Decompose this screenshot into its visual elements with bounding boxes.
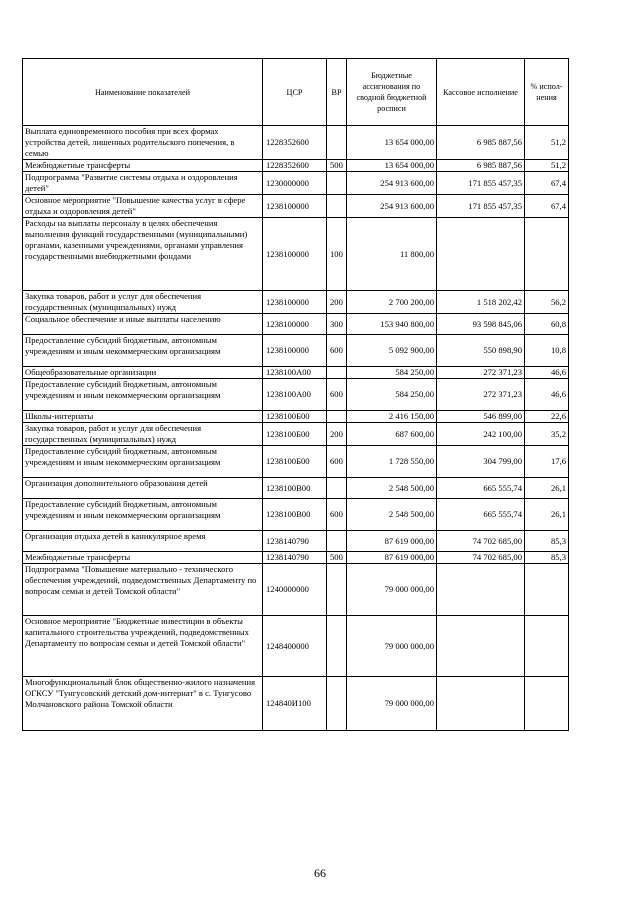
cell-csr: 1228352600 xyxy=(263,160,327,172)
cell-budget: 87 619 000,00 xyxy=(347,531,437,552)
table-row xyxy=(23,423,569,446)
cell-cash: 242 100,00 xyxy=(437,423,525,446)
cell-percent: 26,1 xyxy=(525,499,569,531)
cell-vr: 600 xyxy=(327,446,347,478)
cell-cash: 74 702 685,00 xyxy=(437,531,525,552)
cell-csr: 1248400000 xyxy=(263,616,327,677)
cell-name: Школы-интернаты xyxy=(23,411,263,423)
cell-vr: 100 xyxy=(327,218,347,291)
cell-vr xyxy=(327,126,347,160)
table-row xyxy=(23,218,569,291)
table-row xyxy=(23,499,569,531)
table-header-row xyxy=(23,59,569,126)
cell-percent: 67,4 xyxy=(525,172,569,195)
cell-name: Подпрограмма "Развитие системы отдыха и оздоровления детей" xyxy=(23,172,263,195)
cell-budget: 5 092 900,00 xyxy=(347,335,437,367)
cell-percent xyxy=(525,616,569,677)
cell-budget: 13 654 000,00 xyxy=(347,160,437,172)
header-vr: ВР xyxy=(327,59,347,126)
cell-cash xyxy=(437,616,525,677)
cell-cash: 171 855 457,35 xyxy=(437,195,525,218)
cell-cash: 665 555,74 xyxy=(437,478,525,499)
cell-csr: 124840И100 xyxy=(263,677,327,731)
table-row xyxy=(23,160,569,172)
cell-vr xyxy=(327,367,347,379)
table-row xyxy=(23,531,569,552)
cell-cash: 550 898,90 xyxy=(437,335,525,367)
cell-cash: 272 371,23 xyxy=(437,367,525,379)
cell-budget: 87 619 000,00 xyxy=(347,552,437,564)
cell-cash xyxy=(437,677,525,731)
cell-budget: 1 728 550,00 xyxy=(347,446,437,478)
cell-vr: 600 xyxy=(327,335,347,367)
cell-percent: 17,6 xyxy=(525,446,569,478)
table-row xyxy=(23,335,569,367)
cell-csr: 1238100Б00 xyxy=(263,446,327,478)
cell-name: Закупка товаров, работ и услуг для обеспечения государственных (муниципальных) нужд xyxy=(23,423,263,446)
table-row xyxy=(23,367,569,379)
cell-vr: 200 xyxy=(327,423,347,446)
cell-percent: 46,6 xyxy=(525,379,569,411)
page-number: 66 xyxy=(314,866,326,880)
cell-budget: 153 940 800,00 xyxy=(347,314,437,335)
cell-vr xyxy=(327,411,347,423)
cell-name: Расходы на выплаты персоналу в целях обеспечения выполнения функций государственными (муниципальными) органами, казенными учреждениями, органами управления государственными внебюджетными фондами xyxy=(23,218,263,291)
header-name: Наименование показателей xyxy=(23,59,263,126)
cell-vr: 500 xyxy=(327,160,347,172)
cell-csr: 1238140790 xyxy=(263,531,327,552)
cell-name: Межбюджетные трансферты xyxy=(23,552,263,564)
cell-percent: 22,6 xyxy=(525,411,569,423)
table-row xyxy=(23,552,569,564)
cell-vr xyxy=(327,478,347,499)
cell-cash: 665 555,74 xyxy=(437,499,525,531)
cell-budget: 2 416 150,00 xyxy=(347,411,437,423)
cell-percent xyxy=(525,218,569,291)
cell-cash: 272 371,23 xyxy=(437,379,525,411)
cell-percent: 60,8 xyxy=(525,314,569,335)
table-row xyxy=(23,677,569,731)
cell-csr: 1240000000 xyxy=(263,564,327,616)
cell-csr: 1238100000 xyxy=(263,335,327,367)
cell-vr xyxy=(327,172,347,195)
cell-cash: 6 985 887,56 xyxy=(437,160,525,172)
cell-percent xyxy=(525,677,569,731)
table-row xyxy=(23,291,569,314)
cell-cash xyxy=(437,218,525,291)
cell-percent: 56,2 xyxy=(525,291,569,314)
cell-csr: 1238100000 xyxy=(263,218,327,291)
cell-vr: 600 xyxy=(327,499,347,531)
cell-name: Подпрограмма "Повышение материально - технического обеспечения учреждений, подведомственных Департаменту по вопросам семьи и детей Томской области" xyxy=(23,564,263,616)
cell-percent: 85,3 xyxy=(525,552,569,564)
cell-name: Предоставление субсидий бюджетным, автономным учреждениям и иным некоммерческим организациям xyxy=(23,335,263,367)
cell-cash xyxy=(437,564,525,616)
cell-csr: 1238100A00 xyxy=(263,379,327,411)
cell-budget: 13 654 000,00 xyxy=(347,126,437,160)
cell-name: Предоставление субсидий бюджетным, автономным учреждениям и иным некоммерческим организациям xyxy=(23,446,263,478)
cell-csr: 1238100A00 xyxy=(263,367,327,379)
header-percent: % испол-нения xyxy=(525,59,569,126)
cell-vr: 200 xyxy=(327,291,347,314)
cell-budget: 2 700 200,00 xyxy=(347,291,437,314)
table-row xyxy=(23,446,569,478)
cell-budget: 584 250,00 xyxy=(347,379,437,411)
cell-vr: 600 xyxy=(327,379,347,411)
header-cash: Кассовое исполнение xyxy=(437,59,525,126)
cell-vr xyxy=(327,616,347,677)
cell-cash: 546 899,00 xyxy=(437,411,525,423)
header-csr: ЦСР xyxy=(263,59,327,126)
table-row xyxy=(23,126,569,160)
cell-name: Социальное обеспечение и иные выплаты населению xyxy=(23,314,263,335)
cell-cash: 74 702 685,00 xyxy=(437,552,525,564)
cell-csr: 1238100Б00 xyxy=(263,411,327,423)
table-row xyxy=(23,564,569,616)
cell-percent: 51,2 xyxy=(525,160,569,172)
cell-budget: 2 548 500,00 xyxy=(347,499,437,531)
cell-name: Выплата единовременного пособия при всех формах устройства детей, лишенных родительского попечения, в семью xyxy=(23,126,263,160)
table-row xyxy=(23,172,569,195)
cell-name: Организация отдыха детей в каникулярное время xyxy=(23,531,263,552)
cell-csr: 1230000000 xyxy=(263,172,327,195)
cell-percent: 67,4 xyxy=(525,195,569,218)
cell-csr: 1228352600 xyxy=(263,126,327,160)
header-budget: Бюджетные ассигнования по сводной бюджетной росписи xyxy=(347,59,437,126)
cell-csr: 1238100Б00 xyxy=(263,423,327,446)
cell-vr xyxy=(327,531,347,552)
cell-csr: 1238100000 xyxy=(263,291,327,314)
cell-name: Основное мероприятие "Повышение качества услуг в сфере отдыха и оздоровления детей" xyxy=(23,195,263,218)
cell-percent: 26,1 xyxy=(525,478,569,499)
cell-budget: 11 800,00 xyxy=(347,218,437,291)
cell-name: Межбюджетные трансферты xyxy=(23,160,263,172)
cell-vr: 300 xyxy=(327,314,347,335)
cell-vr xyxy=(327,564,347,616)
cell-name: Предоставление субсидий бюджетным, автономным учреждениям и иным некоммерческим организациям xyxy=(23,499,263,531)
cell-budget: 79 000 000,00 xyxy=(347,677,437,731)
table-row xyxy=(23,411,569,423)
budget-execution-table xyxy=(22,58,569,731)
cell-csr: 1238100B00 xyxy=(263,499,327,531)
cell-budget: 584 250,00 xyxy=(347,367,437,379)
cell-budget: 2 548 500,00 xyxy=(347,478,437,499)
cell-csr: 1238100000 xyxy=(263,195,327,218)
cell-percent: 10,8 xyxy=(525,335,569,367)
cell-csr: 1238100B00 xyxy=(263,478,327,499)
cell-csr: 1238140790 xyxy=(263,552,327,564)
cell-csr: 1238100000 xyxy=(263,314,327,335)
table-row xyxy=(23,478,569,499)
cell-cash: 93 598 845,06 xyxy=(437,314,525,335)
cell-name: Закупка товаров, работ и услуг для обеспечения государственных (муниципальных) нужд xyxy=(23,291,263,314)
table-body xyxy=(23,126,569,731)
cell-cash: 304 799,00 xyxy=(437,446,525,478)
cell-percent: 46,6 xyxy=(525,367,569,379)
cell-budget: 254 913 600,00 xyxy=(347,195,437,218)
cell-percent: 51,2 xyxy=(525,126,569,160)
cell-cash: 1 518 202,42 xyxy=(437,291,525,314)
table-row xyxy=(23,616,569,677)
cell-name: Основное мероприятие "Бюджетные инвестиции в объекты капитального строительства учреждений, подведомственных Департаменту по вопросам семьи и детей Томской области" xyxy=(23,616,263,677)
cell-name: Организация дополнительного образования детей xyxy=(23,478,263,499)
cell-vr xyxy=(327,677,347,731)
cell-cash: 6 985 887,56 xyxy=(437,126,525,160)
cell-budget: 687 600,00 xyxy=(347,423,437,446)
cell-name: Общеобразовательные организации xyxy=(23,367,263,379)
cell-vr xyxy=(327,195,347,218)
cell-budget: 79 000 000,00 xyxy=(347,564,437,616)
cell-percent: 35,2 xyxy=(525,423,569,446)
cell-percent: 85,3 xyxy=(525,531,569,552)
table-row xyxy=(23,314,569,335)
table-row xyxy=(23,195,569,218)
cell-budget: 79 000 000,00 xyxy=(347,616,437,677)
cell-vr: 500 xyxy=(327,552,347,564)
cell-budget: 254 913 600,00 xyxy=(347,172,437,195)
cell-name: Предоставление субсидий бюджетным, автономным учреждениям и иным некоммерческим организациям xyxy=(23,379,263,411)
cell-percent xyxy=(525,564,569,616)
cell-cash: 171 855 457,35 xyxy=(437,172,525,195)
table-row xyxy=(23,379,569,411)
cell-name: Многофункциональный блок общественно-жилого назначения ОГКСУ "Тунгусовский детский дом-интернат" в с. Тунгусово Молчановского района Томской области xyxy=(23,677,263,731)
